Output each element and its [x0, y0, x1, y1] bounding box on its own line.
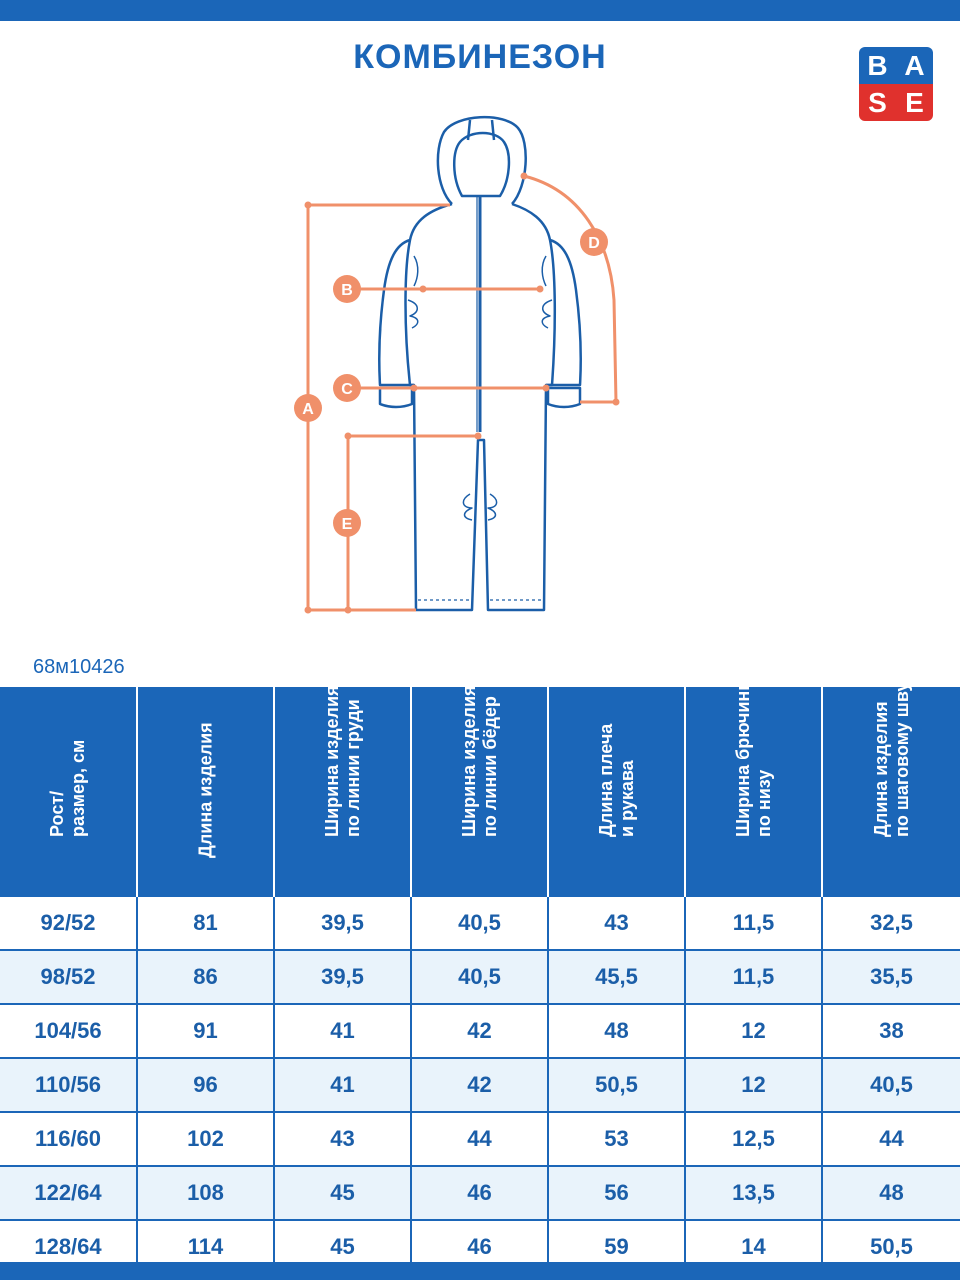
column-header: Ширина брючины по низу — [685, 687, 822, 897]
table-cell: 92/52 — [0, 897, 137, 950]
table-row — [0, 1004, 960, 1058]
table-cell: 44 — [822, 1112, 960, 1166]
svg-text:E: E — [341, 516, 353, 533]
marker-c — [333, 374, 361, 402]
svg-text:D: D — [588, 235, 600, 252]
column-header: Длина изделия по шаговому шву — [822, 687, 960, 897]
table-cell: 44 — [411, 1112, 548, 1166]
column-header: Рост/ размер, см — [0, 687, 137, 897]
page-title: КОМБИНЕЗОН — [353, 38, 607, 76]
table-cell: 40,5 — [411, 950, 548, 1004]
table-cell: 86 — [137, 950, 274, 1004]
svg-text:A: A — [302, 401, 314, 418]
header-row — [0, 687, 960, 897]
table-row — [0, 897, 960, 950]
svg-text:B: B — [341, 282, 353, 299]
table-cell: 98/52 — [0, 950, 137, 1004]
marker-d — [580, 228, 608, 256]
table-cell: 43 — [548, 897, 685, 950]
marker-a — [294, 394, 322, 422]
garment-diagram — [0, 100, 960, 630]
column-header: Ширина изделия по линии бёдер — [411, 687, 548, 897]
left-cuff — [380, 388, 412, 407]
table-cell: 42 — [411, 1058, 548, 1112]
table-cell: 116/60 — [0, 1112, 137, 1166]
table-cell: 12,5 — [685, 1112, 822, 1166]
table-cell: 114 — [137, 1220, 274, 1274]
table-cell: 41 — [274, 1004, 411, 1058]
right-cuff — [548, 388, 580, 407]
table-cell: 13,5 — [685, 1166, 822, 1220]
table-row — [0, 950, 960, 1004]
table-cell: 48 — [548, 1004, 685, 1058]
column-header: Длина плеча и рукава — [548, 687, 685, 897]
table-cell: 11,5 — [685, 950, 822, 1004]
table-cell: 32,5 — [822, 897, 960, 950]
logo-letter: S — [868, 87, 887, 118]
column-header: Длина изделия — [137, 687, 274, 897]
table-cell: 81 — [137, 897, 274, 950]
logo-row-top — [859, 47, 933, 84]
table-cell: 43 — [274, 1112, 411, 1166]
table-cell: 12 — [685, 1058, 822, 1112]
bottom-bar — [0, 1262, 960, 1280]
table-cell: 45 — [274, 1166, 411, 1220]
table-cell: 110/56 — [0, 1058, 137, 1112]
table-cell: 102 — [137, 1112, 274, 1166]
table-cell: 46 — [411, 1166, 548, 1220]
table-cell: 40,5 — [411, 897, 548, 950]
measurement-markers — [294, 228, 608, 537]
table-cell: 122/64 — [0, 1166, 137, 1220]
table-cell: 42 — [411, 1004, 548, 1058]
logo-letter: A — [904, 50, 925, 81]
table-cell: 108 — [137, 1166, 274, 1220]
overall-outline — [379, 117, 581, 610]
article-number: 68м10426 — [33, 656, 125, 678]
table-cell: 45,5 — [548, 950, 685, 1004]
table-cell: 128/64 — [0, 1220, 137, 1274]
table-cell: 50,5 — [548, 1058, 685, 1112]
table-row — [0, 1058, 960, 1112]
hood-outline — [438, 117, 526, 204]
svg-text:C: C — [341, 381, 353, 398]
table-cell: 35,5 — [822, 950, 960, 1004]
right-sleeve — [546, 240, 581, 385]
top-bar — [0, 0, 960, 21]
table-row — [0, 1166, 960, 1220]
table-row — [0, 1112, 960, 1166]
table-cell: 39,5 — [274, 897, 411, 950]
logo-letter: B — [867, 50, 888, 81]
table-cell: 14 — [685, 1220, 822, 1274]
table-cell: 11,5 — [685, 897, 822, 950]
table-cell: 96 — [137, 1058, 274, 1112]
table-cell: 104/56 — [0, 1004, 137, 1058]
table-cell: 45 — [274, 1220, 411, 1274]
size-table — [0, 675, 960, 1275]
hood-inner — [454, 133, 509, 196]
table-cell: 38 — [822, 1004, 960, 1058]
table-cell: 46 — [411, 1220, 548, 1274]
table-cell: 41 — [274, 1058, 411, 1112]
marker-b — [333, 275, 361, 303]
table-cell: 50,5 — [822, 1220, 960, 1274]
column-header: Ширина изделия по линии груди — [274, 687, 411, 897]
logo-letter: E — [905, 87, 924, 118]
table-cell: 56 — [548, 1166, 685, 1220]
marker-e — [333, 509, 361, 537]
table-cell: 40,5 — [822, 1058, 960, 1112]
table-cell: 48 — [822, 1166, 960, 1220]
table-cell: 39,5 — [274, 950, 411, 1004]
table-cell: 53 — [548, 1112, 685, 1166]
table-cell: 12 — [685, 1004, 822, 1058]
table-cell: 91 — [137, 1004, 274, 1058]
table-cell: 59 — [548, 1220, 685, 1274]
